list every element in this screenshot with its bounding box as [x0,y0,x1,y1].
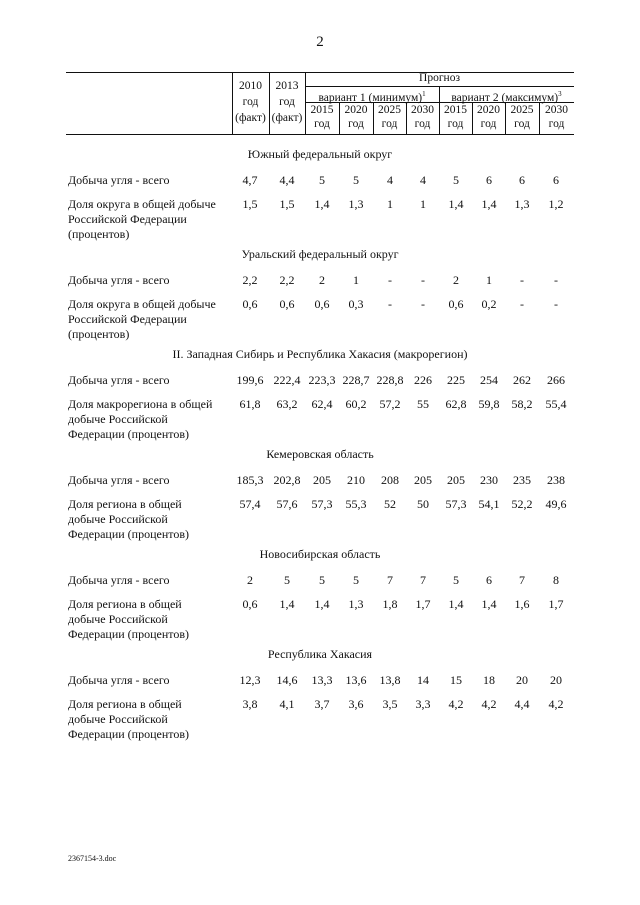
variant2-footnote: 3 [558,90,562,98]
table-cell: 57,3 [445,497,467,511]
table-cell: 185,3 [236,473,264,487]
table-cell: 2 [453,273,459,287]
row-label-line: Федерации (процентов) [68,727,190,741]
row-label-line: добыче Российской [68,712,168,726]
table-cell: 202,8 [273,473,301,487]
table-cell: 8 [553,573,559,587]
table-cell: 59,8 [478,397,500,411]
table-cell: - [554,273,558,287]
table-cell: 7 [387,573,393,587]
table-cell: 2 [319,273,325,287]
row-label-line: Добыча угля - всего [68,373,170,387]
table-cell: 4,7 [242,173,258,187]
table-cell: 18 [483,673,495,687]
header-year-unit: год [314,118,330,130]
section-title: Новосибирская область [259,547,381,561]
table-cell: - [388,297,392,311]
table-cell: 238 [547,473,565,487]
header-year: 2020 [477,104,500,116]
row-label-line: Доля округа в общей добыче [68,297,216,311]
header-bottom-rule [66,134,574,135]
header-2010: 2010 [239,80,262,92]
table-cell: 1,4 [481,197,497,211]
row-label [68,397,238,442]
table-cell: 3,8 [242,697,258,711]
header-year-unit: год [514,118,530,130]
table-cell: 228,8 [376,373,404,387]
table-cell: 1,4 [481,597,497,611]
table-cell: 1,5 [279,197,295,211]
variant1-footnote: 1 [422,90,426,98]
table-cell: 1,3 [348,197,364,211]
row-label [68,673,238,688]
table-cell: 57,3 [311,497,333,511]
table-cell: 4,2 [481,697,497,711]
table-cell: 6 [519,173,525,187]
table-cell: 1 [353,273,359,287]
table-cell: 1,6 [514,597,530,611]
table-cell: - [520,273,524,287]
header-year-unit: год [414,118,431,130]
table-cell: 5 [353,573,359,587]
row-label [68,297,238,342]
table-cell: 1,4 [448,197,464,211]
table-cell: 4,1 [279,697,295,711]
table-cell: 6 [486,573,492,587]
table-cell: 52,2 [511,497,533,511]
table-cell: 228,7 [342,373,370,387]
table-cell: 4 [420,173,426,187]
table-cell: 3,5 [382,697,398,711]
table-cell: 5 [319,573,325,587]
table-cell: 0,2 [481,297,497,311]
row-label-line: добыче Российской [68,512,168,526]
table-cell: 4,4 [514,697,530,711]
header-2010-god: год [242,96,259,108]
header-2013: 2013 [275,80,299,92]
table-cell: 62,8 [445,397,467,411]
row-label-line: Федерации (процентов) [68,627,190,641]
footer-filename: 2367154-3.doc [68,854,117,863]
table-cell: 0,6 [242,597,258,611]
table-cell: 1 [387,197,393,211]
table-cell: 13,6 [345,673,367,687]
table-cell: - [554,297,558,311]
row-label-line: Добыча угля - всего [68,173,170,187]
row-label [68,497,238,542]
header-year: 2025 [378,104,401,116]
header-year: 2015 [310,104,334,116]
table-cell: - [421,297,425,311]
table-cell: - [421,273,425,287]
table-cell: 208 [381,473,399,487]
table-cell: 0,6 [314,297,330,311]
table-cell: 7 [519,573,525,587]
table-cell: 14 [417,673,429,687]
row-label [68,473,238,488]
row-label [68,573,238,588]
table-cell: 262 [513,373,531,387]
table-cell: 1,3 [348,597,364,611]
table-cell: 3,7 [314,697,330,711]
row-label-line: Доля округа в общей добыче [68,197,216,211]
row-label-line: Федерации (процентов) [68,527,190,541]
row-label-line: добыче Российской [68,612,168,626]
row-label-line: Добыча угля - всего [68,673,170,687]
row-label-line: (процентов) [68,327,130,341]
table-cell: 20 [516,673,528,687]
table-cell: 62,4 [311,397,333,411]
row-label-line: (процентов) [68,227,130,241]
row-label-line: Добыча угля - всего [68,473,170,487]
table-cell: 13,8 [379,673,401,687]
table-cell: 2,2 [279,273,295,287]
section-title: Уральский федеральный округ [241,247,399,261]
table-cell: 1,4 [279,597,295,611]
table-cell: 61,8 [239,397,261,411]
row-label-line: Российской Федерации [68,312,187,326]
header-year-unit: год [480,118,497,130]
table-cell: 20 [550,673,562,687]
header-variant2: вариант 2 (максимум)$^3$ [451,90,562,104]
table-cell: 14,6 [276,673,298,687]
row-label-line: Доля макрорегиона в общей [68,397,213,411]
table-cell: 55 [417,397,429,411]
table-cell: 6 [553,173,559,187]
table-cell: 3,3 [415,697,431,711]
table-cell: 235 [513,473,531,487]
row-label-line: Доля региона в общей [68,497,182,511]
table-cell: 1,4 [314,597,330,611]
table-cell: 2 [247,573,253,587]
section-title: II. Западная Сибирь и Республика Хакасия (макрорегион) [172,347,468,361]
table-cell: 1,3 [514,197,530,211]
table-cell: 210 [347,473,365,487]
table-cell: 63,2 [276,397,298,411]
table-cell: 7 [420,573,426,587]
table-cell: 0,6 [279,297,295,311]
table-cell: 4,4 [279,173,295,187]
row-label [68,373,238,388]
header-year: 2020 [344,104,368,116]
header-year-unit: год [348,118,364,130]
table-cell: 1,7 [548,597,564,611]
table-cell: 4 [387,173,393,187]
table-cell: 3,6 [348,697,364,711]
table-cell: 205 [414,473,432,487]
table-cell: 230 [480,473,498,487]
header-2013-fact: (факт) [271,112,303,124]
section-title: Республика Хакасия [267,647,373,661]
table-cell: 1 [486,273,492,287]
table-cell: 254 [480,373,498,387]
table-cell: 2,2 [242,273,258,287]
header-year-unit: год [381,118,398,130]
table-cell: 54,1 [478,497,500,511]
table-cell: 222,4 [273,373,301,387]
table-cell: 60,2 [345,397,367,411]
row-label [68,273,238,288]
table-cell: 0,6 [448,297,464,311]
table-cell: 50 [417,497,429,511]
row-label-line: добыче Российской [68,412,168,426]
table-cell: 12,3 [239,673,261,687]
table-cell: 13,3 [311,673,333,687]
row-label [68,173,238,188]
header-year-unit: год [548,118,565,130]
row-label-line: Доля региона в общей [68,697,182,711]
header-2013-god: год [279,96,295,108]
row-label-line: Доля региона в общей [68,597,182,611]
table-cell: 205 [447,473,465,487]
table-cell: 205 [313,473,331,487]
table-cell: 4,2 [548,697,564,711]
table-cell: 1,5 [242,197,258,211]
table-cell: 5 [453,573,459,587]
table-cell: 266 [547,373,565,387]
table-cell: 55,4 [545,397,567,411]
table-cell: 57,4 [239,497,261,511]
table-cell: 5 [284,573,290,587]
row-label [68,597,238,642]
table-cell: 0,6 [242,297,258,311]
table-cell: 225 [447,373,465,387]
table-cell: 6 [486,173,492,187]
table-cell: 5 [453,173,459,187]
table-cell: - [388,273,392,287]
table-cell: 4,2 [448,697,464,711]
table-cell: 55,3 [345,497,367,511]
table-cell: 1,7 [415,597,431,611]
header-forecast: Прогноз [419,72,460,84]
header-2010-fact: (факт) [235,112,266,124]
table-cell: 1 [420,197,426,211]
table-cell: 5 [319,173,325,187]
table-cell: 1,8 [382,597,398,611]
row-label [68,697,238,742]
table-cell: 5 [353,173,359,187]
table-cell: 199,6 [236,373,264,387]
table-cell: 58,2 [511,397,533,411]
row-label [68,197,238,242]
table-cell: 223,3 [308,373,336,387]
header-year: 2030 [411,104,434,116]
table-cell: 57,2 [379,397,401,411]
row-label-line: Добыча угля - всего [68,573,170,587]
header-year: 2015 [444,104,467,116]
table-cell: 49,6 [545,497,567,511]
table-cell: 0,3 [348,297,364,311]
header-year-unit: год [447,118,464,130]
table-cell: 1,4 [314,197,330,211]
header-variant1: вариант 1 (минимум)$^1$ [318,90,426,104]
table-cell: 57,6 [276,497,298,511]
table-cell: 1,2 [548,197,564,211]
row-label-line: Добыча угля - всего [68,273,170,287]
table-cell: - [520,297,524,311]
table-cell: 1,4 [448,597,464,611]
header-year: 2030 [545,104,568,116]
row-label-line: Российской Федерации [68,212,187,226]
row-label-line: Федерации (процентов) [68,427,190,441]
section-title: Кемеровская область [266,447,374,461]
table-cell: 52 [384,497,396,511]
table-cell: 226 [414,373,432,387]
header-year: 2025 [510,104,534,116]
page-number: 2 [316,34,324,50]
table-cell: 15 [450,673,462,687]
section-title: Южный федеральный округ [247,147,393,161]
